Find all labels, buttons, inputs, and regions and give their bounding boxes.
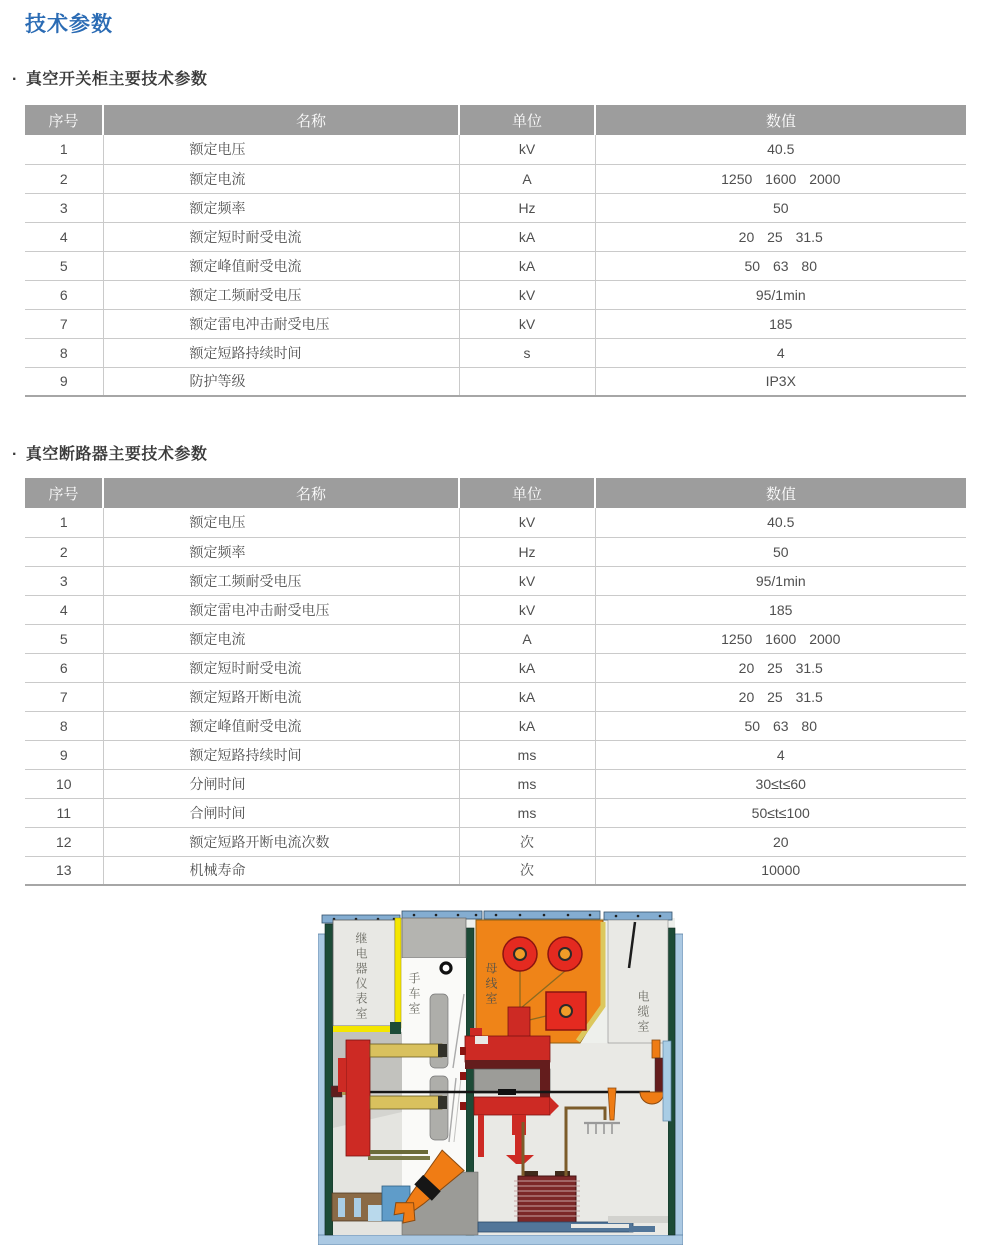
bullet-icon: ·	[12, 446, 18, 463]
table-cell: kV	[459, 280, 595, 309]
table-cell: 额定峰值耐受电流	[103, 251, 459, 280]
table-row	[25, 222, 966, 251]
table-cell: 额定短路持续时间	[103, 338, 459, 367]
table-row	[25, 280, 966, 309]
table-cell: kV	[459, 135, 595, 164]
table-cell: 50 63 80	[595, 711, 966, 740]
header-row	[25, 105, 966, 135]
table-row	[25, 566, 966, 595]
label-busbar-room: 母线室	[484, 962, 498, 1007]
table-cell: 8	[25, 338, 103, 367]
table-cell: kA	[459, 251, 595, 280]
table-cell: 3	[25, 566, 103, 595]
table-cell: kV	[459, 566, 595, 595]
table-row	[25, 856, 966, 885]
table-cell: 20	[595, 827, 966, 856]
table-cell: 5	[25, 624, 103, 653]
table-cell: A	[459, 164, 595, 193]
table-cell: ms	[459, 769, 595, 798]
section-heading-text: 真空断路器主要技术参数	[25, 446, 208, 463]
table-cell: 4	[25, 595, 103, 624]
table-cell: 50 63 80	[595, 251, 966, 280]
table-cell: 7	[25, 682, 103, 711]
table-row	[25, 653, 966, 682]
table-row	[25, 740, 966, 769]
table-cell: kV	[459, 595, 595, 624]
table-cell: 额定电压	[103, 135, 459, 164]
table-cell: 12	[25, 827, 103, 856]
table-cell: Hz	[459, 193, 595, 222]
table-cell: 额定电压	[103, 508, 459, 537]
table-cell: 50	[595, 193, 966, 222]
table-cell: 7	[25, 309, 103, 338]
table-cell: 额定频率	[103, 193, 459, 222]
table-row	[25, 537, 966, 566]
table-body	[25, 135, 966, 396]
column-header: 单位	[459, 478, 595, 508]
table-cell: 11	[25, 798, 103, 827]
handle-ring	[441, 963, 451, 973]
table-cell: 额定短路持续时间	[103, 740, 459, 769]
table-cell: 9	[25, 740, 103, 769]
table-cell: kV	[459, 508, 595, 537]
table-cell: 次	[459, 827, 595, 856]
table-cell: 50≤t≤100	[595, 798, 966, 827]
table-row	[25, 682, 966, 711]
table-row	[25, 595, 966, 624]
table-cell: 1	[25, 135, 103, 164]
table-cell: kA	[459, 711, 595, 740]
table-cell: 13	[25, 856, 103, 885]
table-cell: 8	[25, 711, 103, 740]
table-row	[25, 798, 966, 827]
table-row	[25, 251, 966, 280]
table-cell: 额定雷电冲击耐受电压	[103, 595, 459, 624]
table-cell: 额定频率	[103, 537, 459, 566]
label-trolley-room: 手车室	[407, 972, 421, 1017]
section-heading-switchgear	[12, 66, 207, 89]
table-row	[25, 135, 966, 164]
section-heading-text: 真空开关柜主要技术参数	[25, 71, 208, 88]
table-cell: 185	[595, 309, 966, 338]
table-row	[25, 193, 966, 222]
table-cell: 50	[595, 537, 966, 566]
table-cell: 额定短路开断电流	[103, 682, 459, 711]
table-cell: 4	[25, 222, 103, 251]
table-row	[25, 624, 966, 653]
table-cell: 额定峰值耐受电流	[103, 711, 459, 740]
table-cell: 95/1min	[595, 280, 966, 309]
table-cell: 9	[25, 367, 103, 396]
table-cell: kV	[459, 309, 595, 338]
table-cell: kA	[459, 682, 595, 711]
table-cell: 1	[25, 508, 103, 537]
table-cell: 防护等级	[103, 367, 459, 396]
table-row	[25, 827, 966, 856]
column-header: 数值	[595, 105, 966, 135]
table-cell: 额定电流	[103, 624, 459, 653]
table-cell: Hz	[459, 537, 595, 566]
table-cell: 10	[25, 769, 103, 798]
table-cell: 分闸时间	[103, 769, 459, 798]
table-cell: 合闸时间	[103, 798, 459, 827]
table-row	[25, 769, 966, 798]
table-cell: 额定雷电冲击耐受电压	[103, 309, 459, 338]
table-header	[25, 105, 966, 135]
table-cell: ms	[459, 740, 595, 769]
label-relay-room: 继电器仪表室	[354, 932, 368, 1022]
table-cell: kA	[459, 653, 595, 682]
table-cell: 185	[595, 595, 966, 624]
page-title: 技术参数	[25, 13, 113, 36]
cross-section-illustration	[318, 910, 683, 1245]
breaker-params-table	[25, 478, 966, 886]
table-cell: 4	[595, 740, 966, 769]
table-row	[25, 338, 966, 367]
table-row	[25, 164, 966, 193]
table-cell: s	[459, 338, 595, 367]
table-cell: 20 25 31.5	[595, 222, 966, 251]
column-header: 序号	[25, 105, 103, 135]
header-row	[25, 478, 966, 508]
table-cell: 额定短路开断电流次数	[103, 827, 459, 856]
table-cell: 10000	[595, 856, 966, 885]
table-cell: 1250 1600 2000	[595, 164, 966, 193]
table-cell: 5	[25, 251, 103, 280]
table-row	[25, 367, 966, 396]
table-cell: 额定短时耐受电流	[103, 653, 459, 682]
table-cell: 30≤t≤60	[595, 769, 966, 798]
table-cell: kA	[459, 222, 595, 251]
column-header: 名称	[103, 478, 459, 508]
table-cell: 6	[25, 653, 103, 682]
table-cell: 机械寿命	[103, 856, 459, 885]
switchgear-params-table	[25, 105, 966, 397]
table-row	[25, 711, 966, 740]
table-cell: 额定工频耐受电压	[103, 280, 459, 309]
table-cell: 额定短时耐受电流	[103, 222, 459, 251]
table-body	[25, 508, 966, 885]
table-header	[25, 478, 966, 508]
switchgear-cross-section-diagram	[318, 910, 683, 1245]
table-cell: 40.5	[595, 508, 966, 537]
table-cell: 1250 1600 2000	[595, 624, 966, 653]
table-cell	[459, 367, 595, 396]
table-cell: 6	[25, 280, 103, 309]
column-header: 单位	[459, 105, 595, 135]
table-cell: 20 25 31.5	[595, 653, 966, 682]
table-cell: IP3X	[595, 367, 966, 396]
trolley-top-box	[402, 918, 466, 958]
table-cell: 20 25 31.5	[595, 682, 966, 711]
table-cell: ms	[459, 798, 595, 827]
column-header: 序号	[25, 478, 103, 508]
table-cell: 额定电流	[103, 164, 459, 193]
section-heading-breaker	[12, 441, 207, 464]
table-cell: 2	[25, 537, 103, 566]
table-cell: 2	[25, 164, 103, 193]
bullet-icon: ·	[12, 71, 18, 88]
table-cell: 4	[595, 338, 966, 367]
column-header: 名称	[103, 105, 459, 135]
label-cable-room: 电缆室	[636, 990, 650, 1035]
table-cell: A	[459, 624, 595, 653]
table-cell: 次	[459, 856, 595, 885]
table-cell: 额定工频耐受电压	[103, 566, 459, 595]
table-row	[25, 309, 966, 338]
column-header: 数值	[595, 478, 966, 508]
table-cell: 95/1min	[595, 566, 966, 595]
table-cell: 3	[25, 193, 103, 222]
table-row	[25, 508, 966, 537]
table-cell: 40.5	[595, 135, 966, 164]
